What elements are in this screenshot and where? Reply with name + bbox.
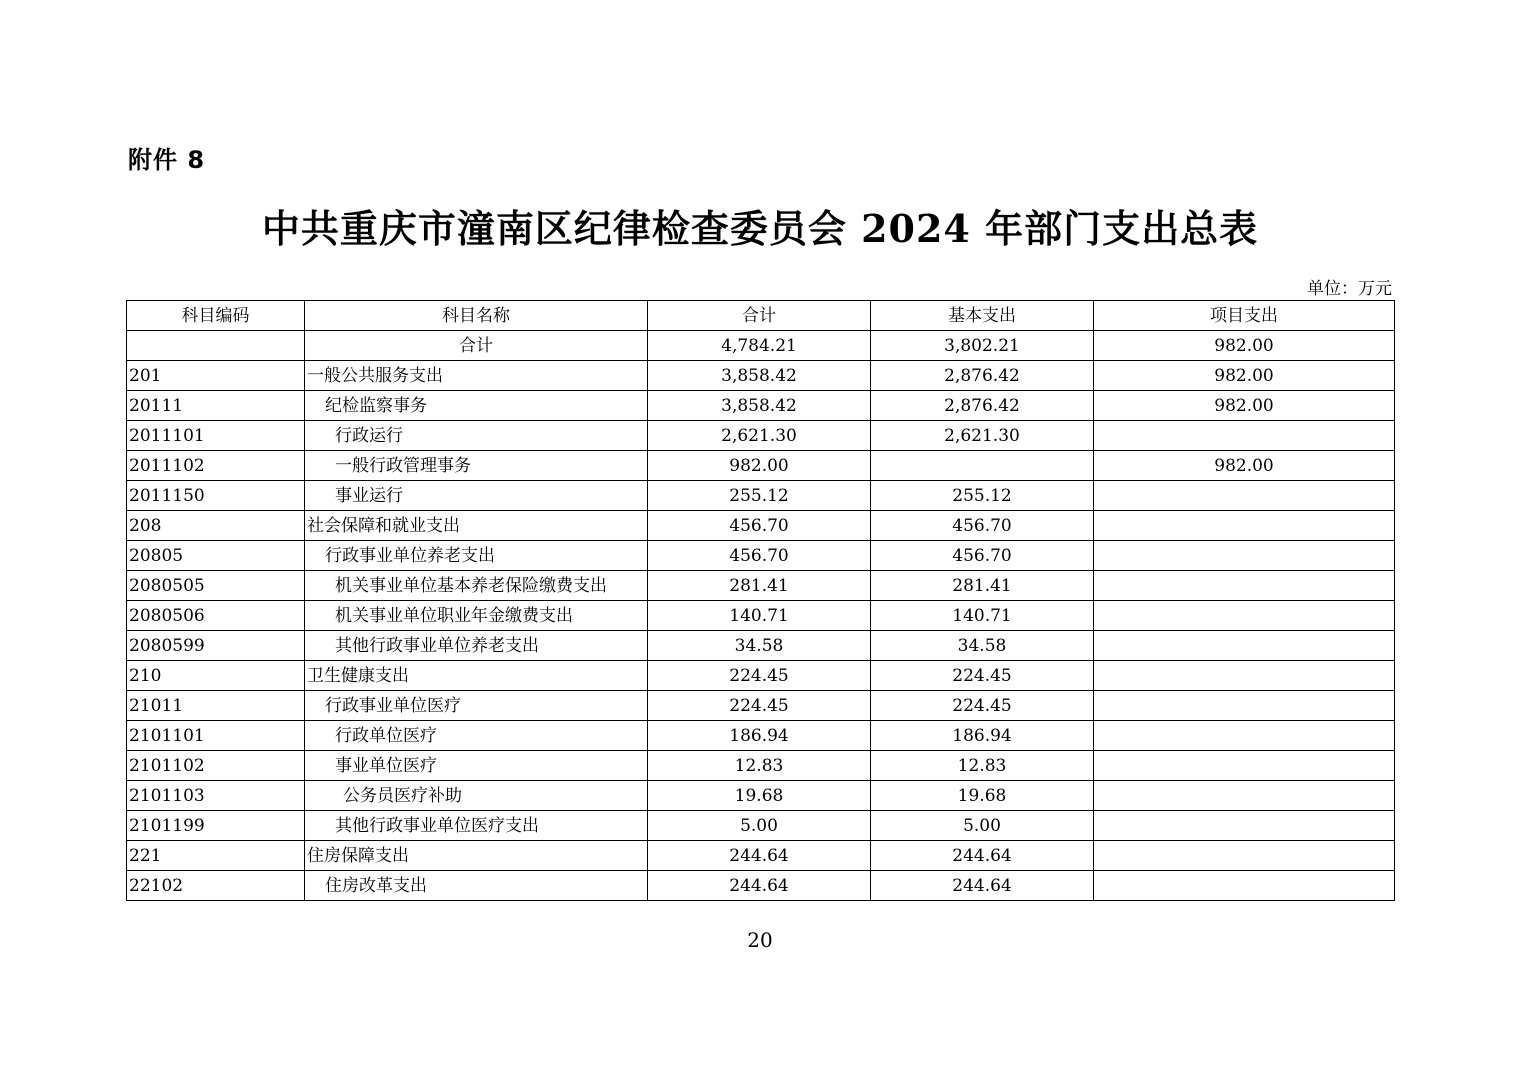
- cell-basic: 186.94: [871, 721, 1094, 751]
- cell-project: [1094, 781, 1395, 811]
- cell-project: 982.00: [1094, 391, 1395, 421]
- cell-total: 982.00: [648, 451, 871, 481]
- cell-code: 208: [127, 511, 305, 541]
- cell-basic: 224.45: [871, 661, 1094, 691]
- cell-basic: 2,621.30: [871, 421, 1094, 451]
- cell-name: 其他行政事业单位养老支出: [305, 631, 648, 661]
- cell-basic: 456.70: [871, 511, 1094, 541]
- cell-code: 2080506: [127, 601, 305, 631]
- attachment-label: 附件 8: [128, 146, 206, 174]
- cell-total: 5.00: [648, 811, 871, 841]
- cell-total: 140.71: [648, 601, 871, 631]
- cell-basic: 3,802.21: [871, 331, 1094, 361]
- cell-name: 卫生健康支出: [305, 661, 648, 691]
- cell-code: 2080599: [127, 631, 305, 661]
- cell-name: 纪检监察事务: [305, 391, 648, 421]
- header-code: 科目编码: [127, 301, 305, 331]
- page-number: 20: [747, 928, 773, 952]
- cell-name: 行政事业单位医疗: [305, 691, 648, 721]
- cell-project: [1094, 871, 1395, 901]
- page-title: 中共重庆市潼南区纪律检查委员会 2024 年部门支出总表: [261, 206, 1259, 251]
- cell-code: 2101103: [127, 781, 305, 811]
- cell-name: 社会保障和就业支出: [305, 511, 648, 541]
- cell-name: 行政运行: [305, 421, 648, 451]
- cell-project: [1094, 571, 1395, 601]
- cell-name: 事业单位医疗: [305, 751, 648, 781]
- table-row: [127, 781, 1395, 811]
- table-row: [127, 751, 1395, 781]
- cell-total: 4,784.21: [648, 331, 871, 361]
- cell-project: 982.00: [1094, 361, 1395, 391]
- table-row: [127, 721, 1395, 751]
- cell-name: 住房改革支出: [305, 871, 648, 901]
- cell-basic: 2,876.42: [871, 361, 1094, 391]
- cell-total: 3,858.42: [648, 391, 871, 421]
- cell-project: [1094, 511, 1395, 541]
- cell-project: 982.00: [1094, 331, 1395, 361]
- cell-total: 456.70: [648, 511, 871, 541]
- cell-basic: 19.68: [871, 781, 1094, 811]
- table-row: [127, 811, 1395, 841]
- cell-total: 3,858.42: [648, 361, 871, 391]
- cell-total: 255.12: [648, 481, 871, 511]
- cell-name: 住房保障支出: [305, 841, 648, 871]
- table-row: [127, 361, 1395, 391]
- cell-basic: 224.45: [871, 691, 1094, 721]
- cell-project: [1094, 811, 1395, 841]
- unit-label: 单位：万元: [1307, 279, 1392, 299]
- cell-code: 201: [127, 361, 305, 391]
- cell-code: 2080505: [127, 571, 305, 601]
- cell-basic: 244.64: [871, 841, 1094, 871]
- table-row: [127, 631, 1395, 661]
- cell-code: 2011150: [127, 481, 305, 511]
- cell-basic: 255.12: [871, 481, 1094, 511]
- table-row: [127, 871, 1395, 901]
- cell-name: 合计: [305, 331, 648, 361]
- cell-project: [1094, 541, 1395, 571]
- cell-project: [1094, 601, 1395, 631]
- table-row: [127, 601, 1395, 631]
- total-row: [127, 331, 1395, 361]
- header-project: 项目支出: [1094, 301, 1395, 331]
- cell-code: 20805: [127, 541, 305, 571]
- table-row: [127, 841, 1395, 871]
- table-row: [127, 421, 1395, 451]
- cell-code: 2101101: [127, 721, 305, 751]
- expenditure-table: [126, 300, 1395, 901]
- cell-name: 机关事业单位基本养老保险缴费支出: [305, 571, 648, 601]
- cell-basic: 244.64: [871, 871, 1094, 901]
- cell-project: [1094, 481, 1395, 511]
- cell-total: 19.68: [648, 781, 871, 811]
- table-row: [127, 541, 1395, 571]
- table-row: [127, 661, 1395, 691]
- cell-name: 行政事业单位养老支出: [305, 541, 648, 571]
- cell-project: [1094, 751, 1395, 781]
- cell-total: 12.83: [648, 751, 871, 781]
- cell-code: 2011102: [127, 451, 305, 481]
- table-row: [127, 511, 1395, 541]
- cell-name: 一般行政管理事务: [305, 451, 648, 481]
- cell-name: 行政单位医疗: [305, 721, 648, 751]
- cell-name: 事业运行: [305, 481, 648, 511]
- cell-total: 224.45: [648, 661, 871, 691]
- table-row: [127, 571, 1395, 601]
- cell-total: 281.41: [648, 571, 871, 601]
- cell-project: [1094, 421, 1395, 451]
- cell-name: 公务员医疗补助: [305, 781, 648, 811]
- cell-code: 221: [127, 841, 305, 871]
- header-basic: 基本支出: [871, 301, 1094, 331]
- cell-project: [1094, 661, 1395, 691]
- cell-basic: 34.58: [871, 631, 1094, 661]
- cell-project: [1094, 841, 1395, 871]
- cell-basic: [871, 451, 1094, 481]
- cell-code: 2011101: [127, 421, 305, 451]
- cell-code: 21011: [127, 691, 305, 721]
- cell-code: 210: [127, 661, 305, 691]
- cell-code: 22102: [127, 871, 305, 901]
- cell-basic: 281.41: [871, 571, 1094, 601]
- cell-name: 机关事业单位职业年金缴费支出: [305, 601, 648, 631]
- cell-basic: 5.00: [871, 811, 1094, 841]
- cell-name: 其他行政事业单位医疗支出: [305, 811, 648, 841]
- table-row: [127, 691, 1395, 721]
- table-row: [127, 481, 1395, 511]
- table-header-row: [127, 301, 1395, 331]
- table-row: [127, 391, 1395, 421]
- header-name: 科目名称: [305, 301, 648, 331]
- cell-total: 186.94: [648, 721, 871, 751]
- cell-code: [127, 331, 305, 361]
- cell-basic: 2,876.42: [871, 391, 1094, 421]
- cell-code: 2101102: [127, 751, 305, 781]
- cell-basic: 12.83: [871, 751, 1094, 781]
- header-total: 合计: [648, 301, 871, 331]
- cell-total: 244.64: [648, 871, 871, 901]
- cell-basic: 456.70: [871, 541, 1094, 571]
- cell-total: 244.64: [648, 841, 871, 871]
- cell-project: [1094, 631, 1395, 661]
- table-row: [127, 451, 1395, 481]
- cell-total: 456.70: [648, 541, 871, 571]
- cell-total: 34.58: [648, 631, 871, 661]
- cell-name: 一般公共服务支出: [305, 361, 648, 391]
- cell-code: 20111: [127, 391, 305, 421]
- cell-project: [1094, 691, 1395, 721]
- cell-total: 224.45: [648, 691, 871, 721]
- cell-code: 2101199: [127, 811, 305, 841]
- cell-project: 982.00: [1094, 451, 1395, 481]
- cell-project: [1094, 721, 1395, 751]
- cell-basic: 140.71: [871, 601, 1094, 631]
- cell-total: 2,621.30: [648, 421, 871, 451]
